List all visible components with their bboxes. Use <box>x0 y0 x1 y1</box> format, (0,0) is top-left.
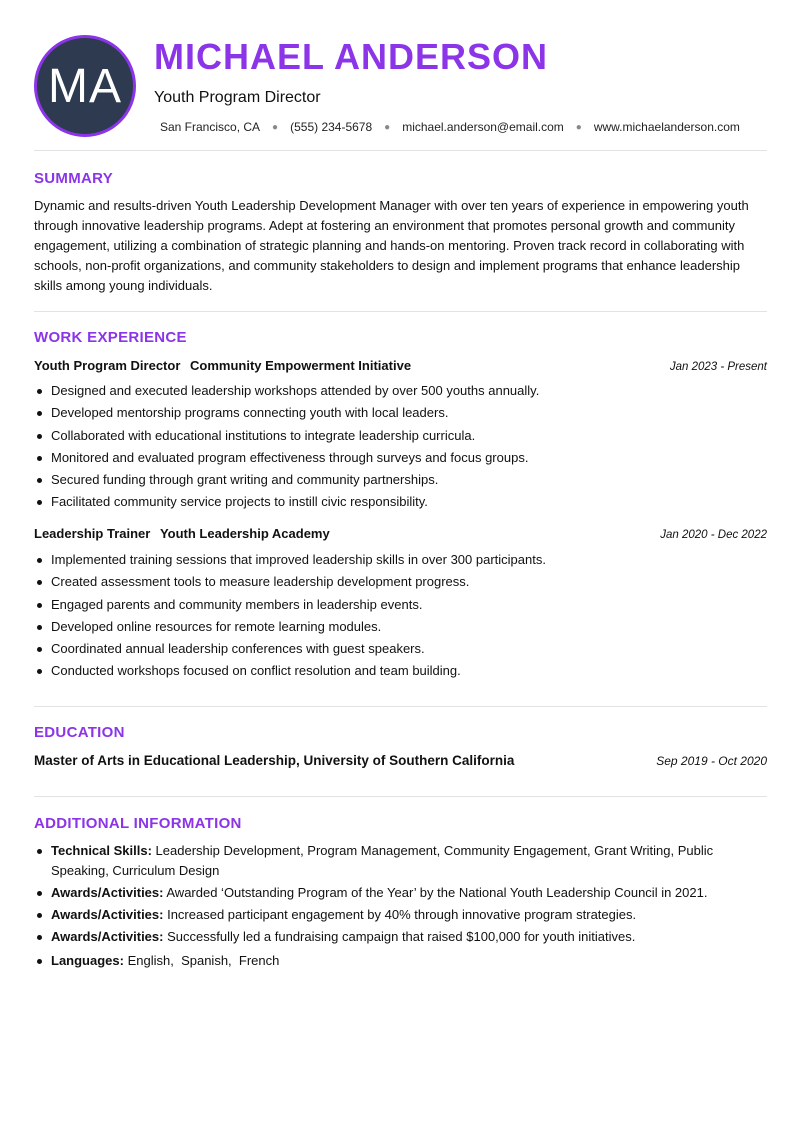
contact-phone[interactable]: (555) 234-5678 <box>290 120 373 134</box>
job-header <box>34 526 767 541</box>
contact-website[interactable]: www.michaelanderson.com <box>593 120 740 134</box>
job-role: Youth Program Director <box>34 358 181 373</box>
list-item: Coordinated annual leadership conferences with guest speakers. <box>34 639 767 661</box>
section-title-summary: SUMMARY <box>34 170 114 187</box>
list-item: Designed and executed leadership workshops attended by over 500 youths annually. <box>34 381 767 403</box>
list-item: Conducted workshops focused on conflict resolution and team building. <box>34 661 767 683</box>
list-item: Collaborated with educational institutions to integrate leadership curricula. <box>34 426 767 448</box>
candidate-name: MICHAEL ANDERSON <box>154 36 549 77</box>
divider <box>34 706 767 707</box>
info-label: Technical Skills: <box>51 843 152 858</box>
list-item <box>34 927 767 947</box>
info-label: Languages: <box>51 953 124 968</box>
separator-dot-icon: ● <box>272 121 279 133</box>
list-item: Engaged parents and community members in leadership events. <box>34 595 767 617</box>
list-item <box>34 951 767 971</box>
list-item: Developed online resources for remote learning modules. <box>34 617 767 639</box>
job-company: Community Empowerment Initiative <box>190 358 412 373</box>
info-text: Awarded ‘Outstanding Program of the Year’ by the National Youth Leadership Council in 2021. <box>166 885 708 900</box>
education-dates: Sep 2019 - Oct 2020 <box>656 754 767 768</box>
list-item: Secured funding through grant writing and community partnerships. <box>34 470 767 492</box>
summary-text: Dynamic and results-driven Youth Leadership Development Manager with over ten years of experience in empowering youth through innovative leadership programs. Adept at fostering an environment that promotes personal growth and community engagement, utilizing a combination of strategic planning and hands-on mentoring. Proven track record in collaborating with schools, non-profit organizations, and community stakeholders to design and implement programs that enhance leadership skills among young individuals. <box>34 198 749 293</box>
list-item: Created assessment tools to measure leadership development progress. <box>34 572 767 594</box>
info-text: Increased participant engagement by 40% through innovative program strategies. <box>167 907 637 922</box>
separator-dot-icon: ● <box>575 121 582 133</box>
job-header <box>34 358 767 373</box>
avatar <box>34 35 136 137</box>
job-dates: Jan 2020 - Dec 2022 <box>660 529 767 541</box>
contact-email[interactable]: michael.anderson@email.com <box>402 120 564 134</box>
job-bullets <box>34 381 767 515</box>
contact-bar <box>160 120 740 134</box>
list-item: Monitored and evaluated program effectiveness through surveys and focus groups. <box>34 448 767 470</box>
info-label: Awards/Activities: <box>51 885 164 900</box>
list-item: Implemented training sessions that improved leadership skills in over 300 participants. <box>34 550 767 572</box>
contact-location: San Francisco, CA <box>160 120 261 134</box>
section-title-work-experience: WORK EXPERIENCE <box>34 329 187 346</box>
info-text: English, Spanish, French <box>127 953 280 968</box>
info-label: Awards/Activities: <box>51 907 164 922</box>
education-entry <box>34 753 767 768</box>
info-text: Successfully led a fundraising campaign that raised $100,000 for youth initiatives. <box>167 929 636 944</box>
divider <box>34 796 767 797</box>
info-text: Leadership Development, Program Management, Community Engagement, Grant Writing, Public Speaking, Curriculum Design <box>51 843 714 878</box>
job-company: Youth Leadership Academy <box>159 526 330 541</box>
section-title-education: EDUCATION <box>34 724 125 741</box>
divider <box>34 150 767 151</box>
education-degree: Master of Arts in Educational Leadership, University of Southern California <box>34 753 515 768</box>
info-label: Awards/Activities: <box>51 929 164 944</box>
job-bullets <box>34 550 767 684</box>
separator-dot-icon: ● <box>384 121 391 133</box>
job-role: Leadership Trainer <box>34 526 151 541</box>
additional-info-list <box>34 841 767 973</box>
avatar-initials: MA <box>48 59 122 113</box>
candidate-title: Youth Program Director <box>154 89 321 106</box>
list-item <box>34 883 767 903</box>
list-item <box>34 905 767 925</box>
list-item: Facilitated community service projects to instill civic responsibility. <box>34 492 767 514</box>
list-item: Developed mentorship programs connecting youth with local leaders. <box>34 403 767 425</box>
list-item <box>34 841 767 881</box>
divider <box>34 311 767 312</box>
job-dates: Jan 2023 - Present <box>669 361 767 373</box>
section-title-additional-information: ADDITIONAL INFORMATION <box>34 815 242 832</box>
